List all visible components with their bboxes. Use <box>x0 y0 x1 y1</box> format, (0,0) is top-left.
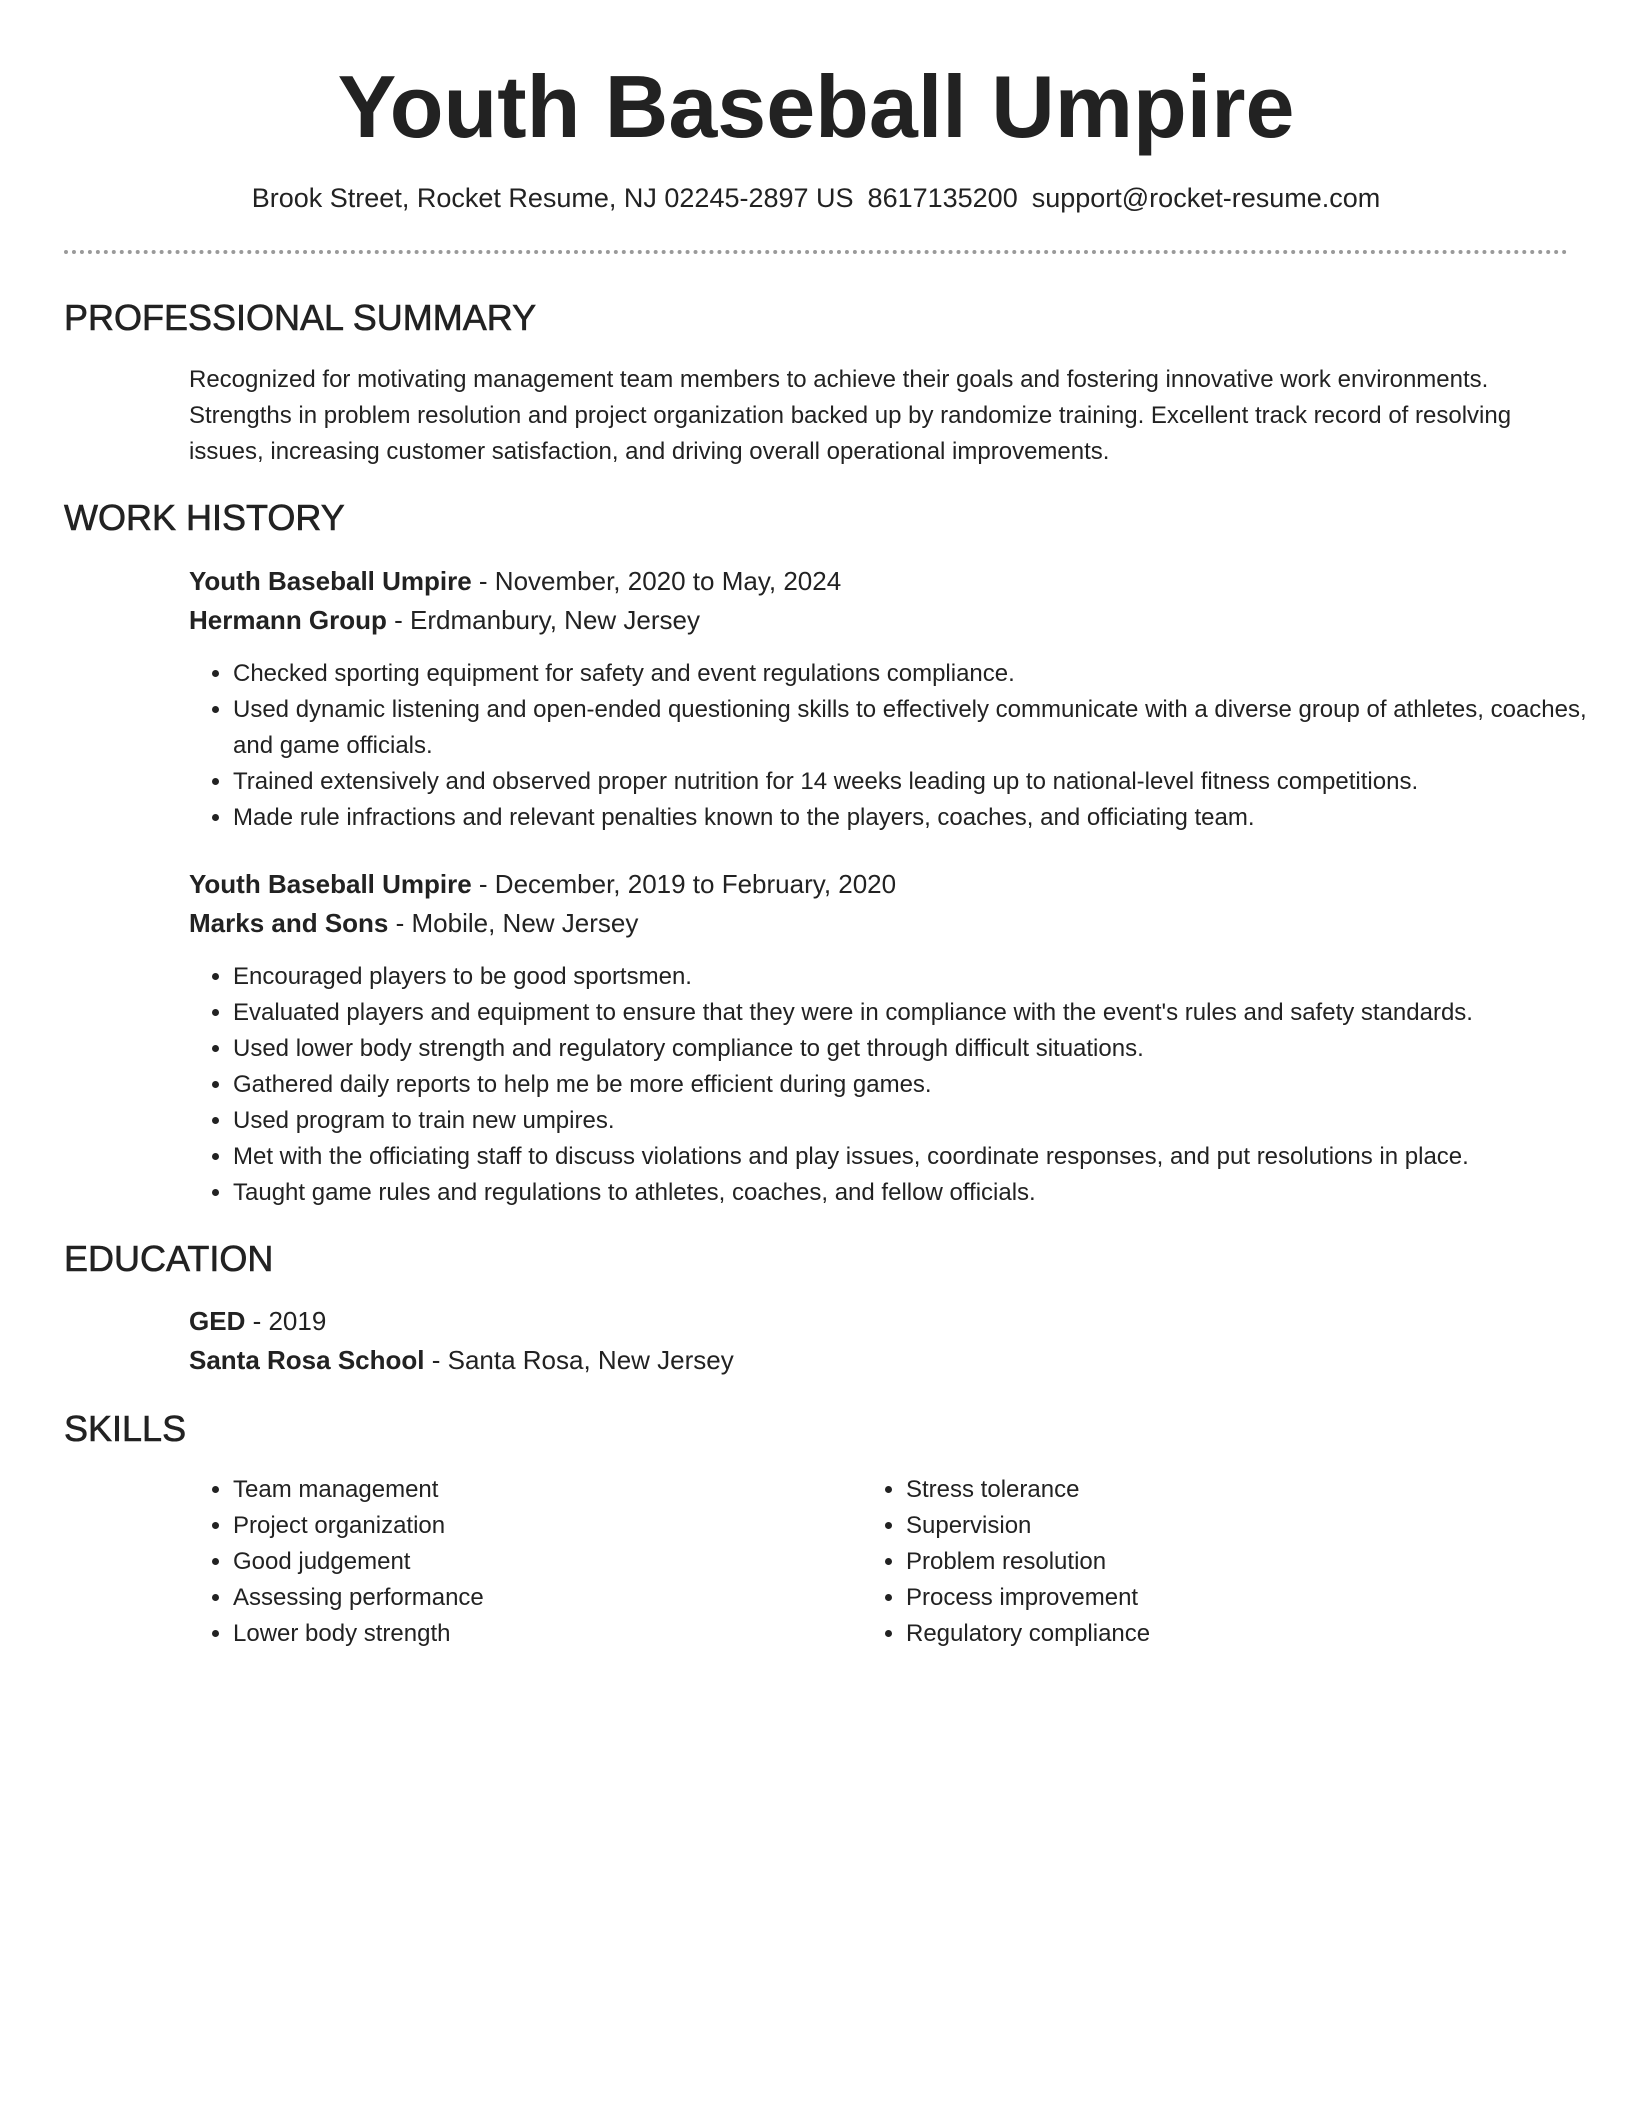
list-item: • Team management <box>233 1472 833 1508</box>
list-item: • Used lower body strength and regulatory compliance to get through difficult situations. <box>233 1031 1613 1067</box>
summary-text: Recognized for motivating management team members to achieve their goals and fostering innovative work environments. Strengths in problem resolution and project organization backed up by randomize training. Excellent track record of resolving issues, increasing customer satisfaction, and driving overall operational improvements. <box>189 366 1512 465</box>
skills-list-right <box>862 1472 1506 1652</box>
list-item: • Regulatory compliance <box>906 1616 1506 1652</box>
list-item: • Problem resolution <box>906 1544 1506 1580</box>
job-location: - Erdmanbury, New Jersey <box>386 605 700 635</box>
contact-email: support@rocket-resume.com <box>1031 183 1381 213</box>
job-bullets <box>189 656 1613 836</box>
job-title: Youth Baseball Umpire <box>189 869 472 899</box>
job-title-line <box>189 563 841 599</box>
job-location: - Mobile, New Jersey <box>388 908 639 938</box>
header-divider <box>64 250 1568 254</box>
education-location: - Santa Rosa, New Jersey <box>424 1345 734 1375</box>
list-item: • Used dynamic listening and open-ended questioning skills to effectively communicate with a diverse group of athletes, coaches, and game officials. <box>233 692 1613 764</box>
job-dates: - December, 2019 to February, 2020 <box>471 869 897 899</box>
job-dates: - November, 2020 to May, 2024 <box>471 566 842 596</box>
list-item: • Used program to train new umpires. <box>233 1103 1613 1139</box>
contact-address: Brook Street, Rocket Resume, NJ 02245-2897 US <box>251 183 854 213</box>
list-item: • Lower body strength <box>233 1616 833 1652</box>
list-item: • Stress tolerance <box>906 1472 1506 1508</box>
list-item: • Trained extensively and observed proper nutrition for 14 weeks leading up to national-level fitness competitions. <box>233 764 1613 800</box>
education-heading: EDUCATION <box>64 1238 274 1279</box>
list-item: • Supervision <box>906 1508 1506 1544</box>
list-item: • Good judgement <box>233 1544 833 1580</box>
skills-heading: SKILLS <box>64 1408 187 1449</box>
list-item: • Gathered daily reports to help me be more efficient during games. <box>233 1067 1613 1103</box>
list-item: • Taught game rules and regulations to athletes, coaches, and fellow officials. <box>233 1175 1613 1211</box>
job-company-line <box>189 602 700 638</box>
list-item: • Process improvement <box>906 1580 1506 1616</box>
education-school: Santa Rosa School <box>189 1345 425 1375</box>
list-item: • Met with the officiating staff to discuss violations and play issues, coordinate responses, and put resolutions in place. <box>233 1139 1613 1175</box>
summary-heading: PROFESSIONAL SUMMARY <box>64 297 537 338</box>
list-item: • Checked sporting equipment for safety and event regulations compliance. <box>233 656 1613 692</box>
job-title-line <box>189 866 896 902</box>
list-item: • Project organization <box>233 1508 833 1544</box>
job-title: Youth Baseball Umpire <box>189 566 472 596</box>
education-year: - 2019 <box>245 1306 327 1336</box>
list-item: • Made rule infractions and relevant penalties known to the players, coaches, and officiating team. <box>233 800 1613 836</box>
job-company-line <box>189 905 638 941</box>
skills-list-left <box>189 1472 833 1652</box>
contact-phone: 8617135200 <box>867 183 1018 213</box>
list-item: • Assessing performance <box>233 1580 833 1616</box>
education-degree-line <box>189 1303 326 1339</box>
education-degree: GED <box>189 1306 246 1336</box>
job-bullets <box>189 959 1613 1211</box>
education-school-line <box>189 1342 734 1378</box>
job-company: Hermann Group <box>189 605 387 635</box>
list-item: • Encouraged players to be good sportsmen. <box>233 959 1613 995</box>
resume-name: Youth Baseball Umpire <box>337 57 1295 156</box>
work-history-heading: WORK HISTORY <box>64 497 345 538</box>
list-item: • Evaluated players and equipment to ensure that they were in compliance with the event's rules and safety standards. <box>233 995 1613 1031</box>
job-company: Marks and Sons <box>189 908 389 938</box>
contact-line <box>0 180 1632 216</box>
